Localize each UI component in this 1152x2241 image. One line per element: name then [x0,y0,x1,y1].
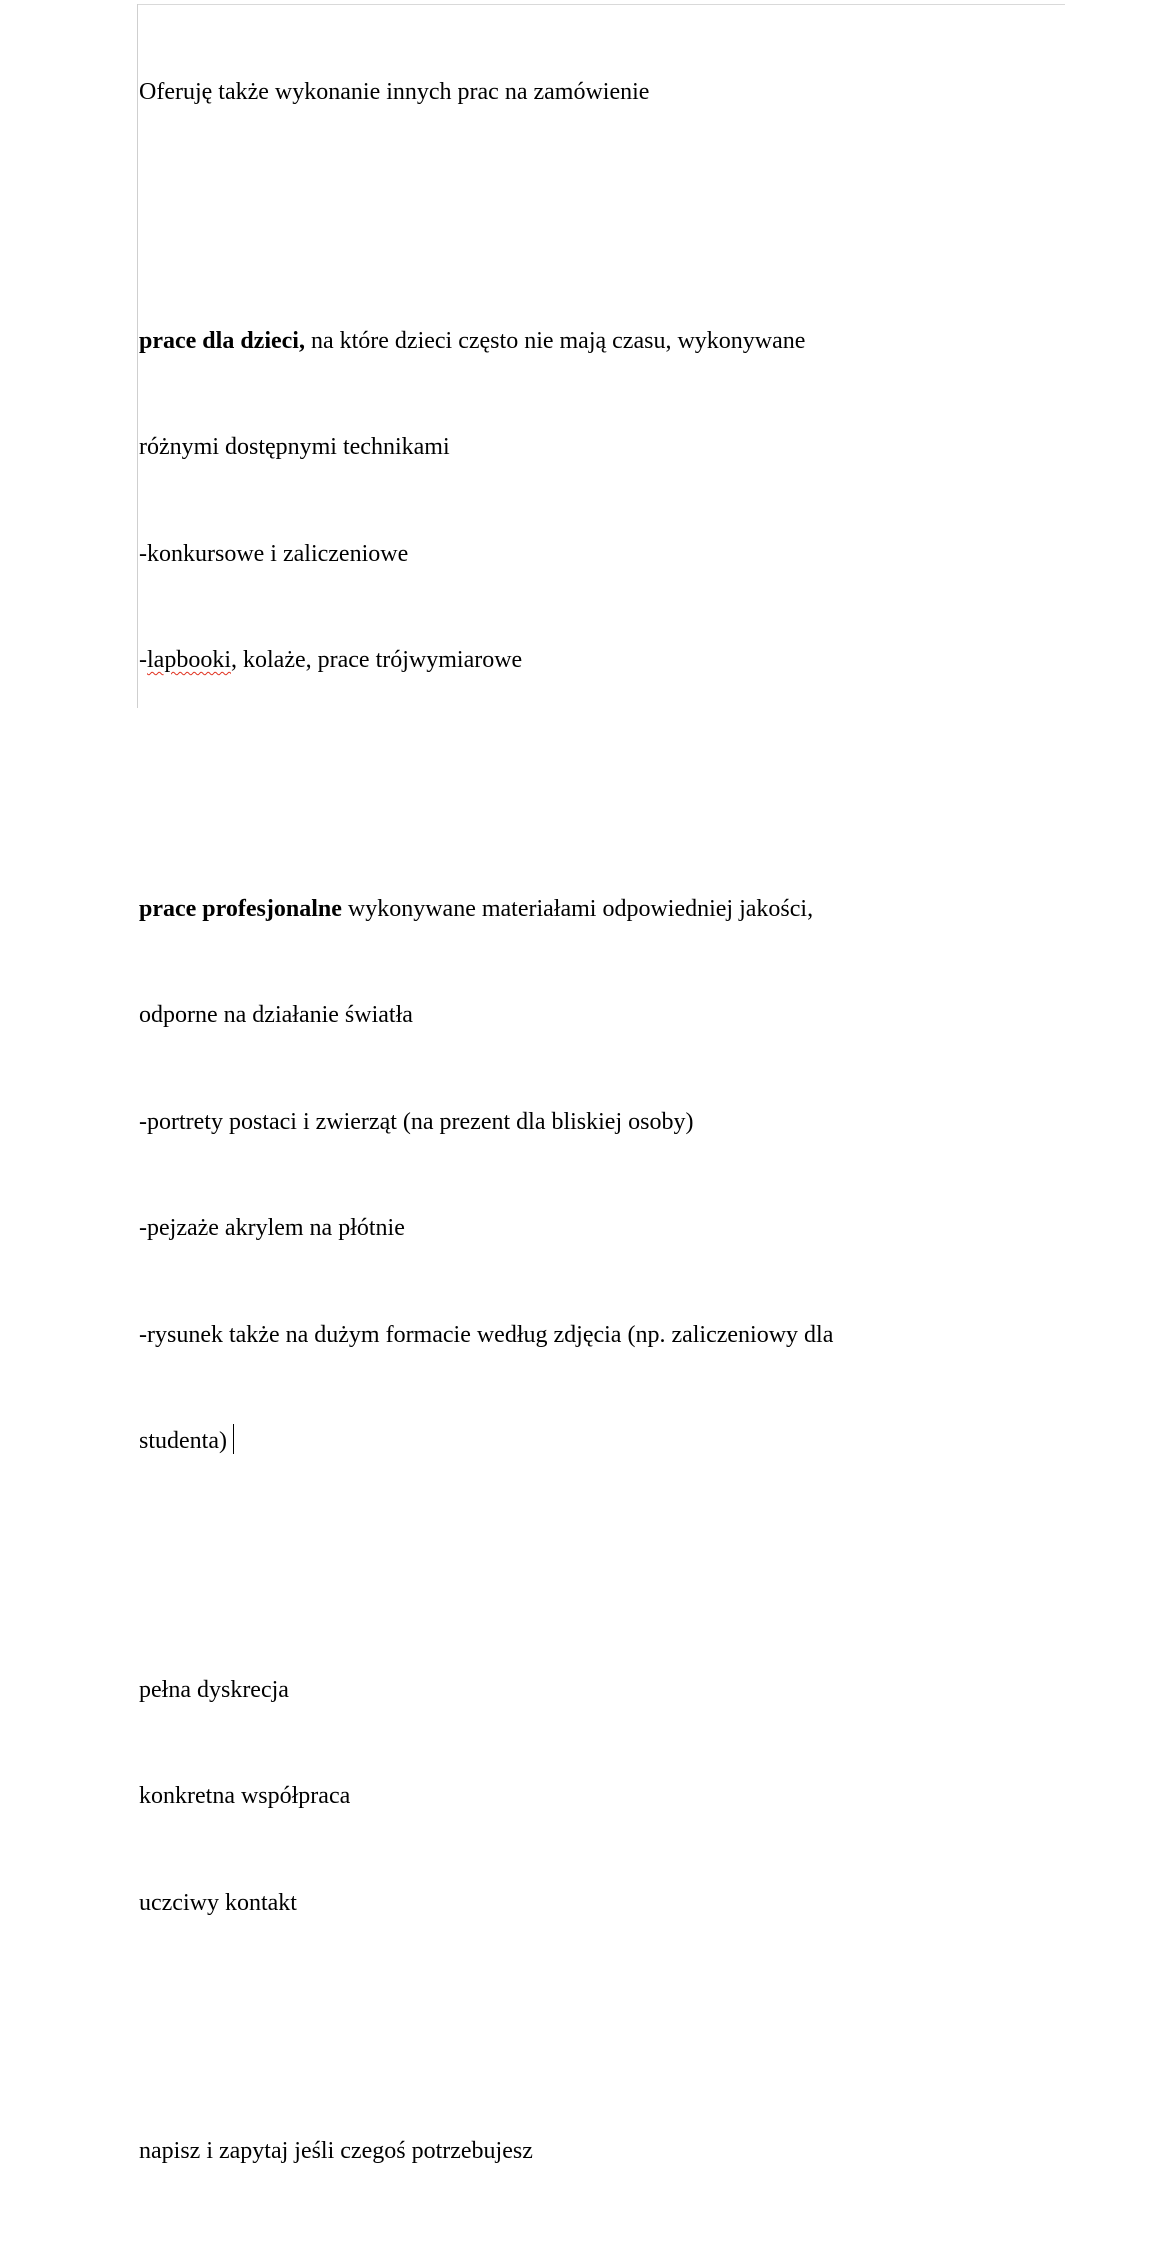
pro-item-3: -rysunek także na dużym formacie według zdjęcia (np. zaliczeniowy dla [139,1321,834,1348]
text-cursor [233,1424,234,1454]
pro-heading-rest: wykonywane materiałami odpowiedniej jakości, [341,895,814,922]
feature-line: konkretna współpraca [139,1783,351,1809]
kids-heading: prace dla dzieci, [139,327,305,354]
pro-heading: prace profesjonalne [139,895,342,922]
pro-item-2: -pejzaże akrylem na płótnie [139,1215,405,1241]
kids-heading-line [139,324,1054,360]
kids-item-2: -lapbooki, kolaże, prace trójwymiarowe [139,647,523,673]
intro-line: Oferuję także wykonanie innych prac na zamówienie [139,79,650,105]
pro-item-1: -portrety postaci i zwierząt (na prezent dla bliskiej osoby) [139,1108,694,1135]
pro-line-2: odporne na działanie światła [139,1002,413,1028]
misspelled-word[interactable]: lapbooki [147,647,231,673]
blank-line [139,1531,1054,1567]
pro-item-3-continued: studenta) [139,1424,1054,1460]
pro-heading-line [139,892,1054,928]
blank-line [139,182,1054,218]
kids-heading-rest: na które dzieci często nie mają czasu, wykonywane [304,327,806,354]
kids-line-2: różnymi dostępnymi technikami [139,434,450,460]
blank-line [139,750,1054,786]
page-left-edge [137,4,138,708]
document-body[interactable] [139,4,1054,2241]
kids-item-1: -konkursowe i zaliczeniowe [139,540,409,567]
blank-line [139,1992,1054,2028]
feature-line: pełna dyskrecja [139,1676,289,1703]
closing-line: napisz i zapytaj jeśli czegoś potrzebujesz [139,2138,533,2164]
feature-line: uczciwy kontakt [139,1889,297,1916]
